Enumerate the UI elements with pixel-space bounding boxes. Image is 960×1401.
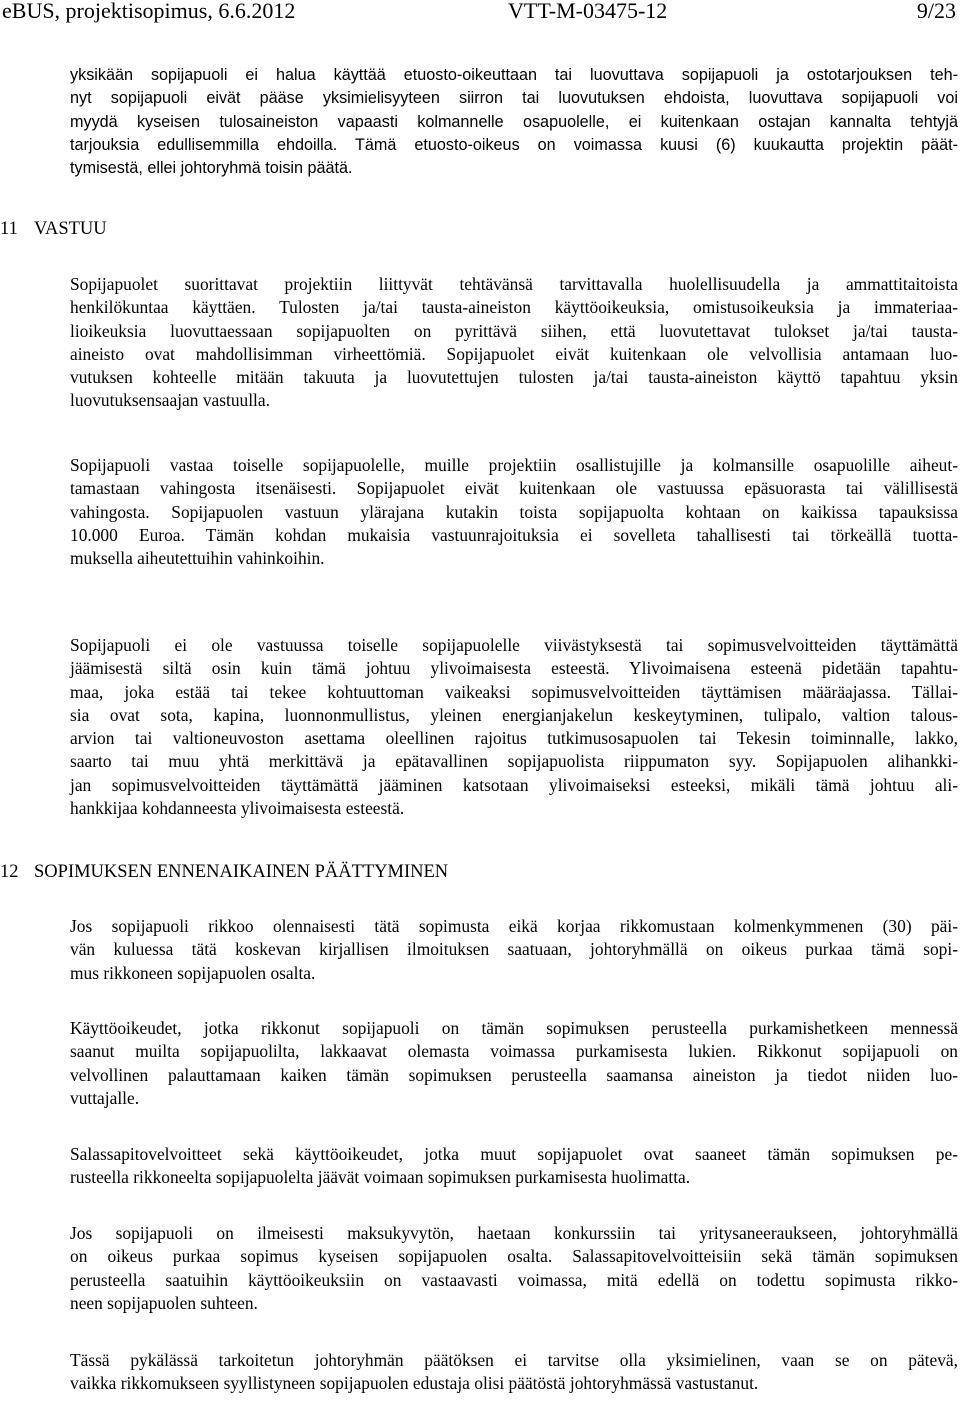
text-line: vuttajalle. — [70, 1087, 140, 1108]
text-line: myydä kyseisen tulosaineiston vapaasti kolmannelle osapuolelle, ei kuitenkaan ostajan kannalta tehtyjä — [70, 112, 958, 131]
text-line: henkilökuntaa käyttäen. Tulosten ja/tai tausta-aineiston käyttöoikeuksia, omistusoikeuksia ja immateriaa- — [70, 297, 958, 318]
section-number: 11 — [0, 219, 18, 239]
text-line: rusteella rikkoneelta sopijapuolelta jäävät voimaan sopimuksen purkamisesta huolimatta. — [70, 1167, 691, 1188]
text-line: Käyttöoikeudet, jotka rikkonut sopijapuoli on tämän sopimuksen perusteella purkamishetkeen mennessä — [70, 1018, 958, 1038]
paragraph-paattyminen-1 — [70, 915, 958, 985]
header-document-code: VTT-M-03475-12 — [508, 0, 668, 23]
text-line: nyt sopijapuoli eivät pääse yksimielisyyteen siirron tai luovutuksen ehdoista, luovuttava sopijapuoli voi — [70, 89, 958, 108]
text-line: aineisto ovat mahdollisimman virheettömiä. Sopijapuolet eivät kuitenkaan ole velvollisia antamaan luo- — [70, 343, 958, 364]
text-line: saanut muilta sopijapuolilta, lakkaavat olemasta voimassa purkamisesta lukien. Rikkonut sopijapuoli on — [70, 1041, 958, 1062]
text-line: jan sopimusvelvoitteiden täyttämättä jääminen katsotaan ylivoimaiseksi esteeksi, mikäli tämä johtuu ali- — [70, 774, 958, 795]
text-line: Sopijapuoli ei ole vastuussa toiselle sopijapuolelle viivästyksestä tai sopimusvelvoitteiden täyttämättä — [70, 635, 958, 655]
text-line: 10.000 Euroa. Tämän kohdan mukaisia vastuunrajoituksia ei sovelleta tahallisesti tai törkeällä tuotta- — [70, 524, 958, 545]
text-line: Sopijapuolet suorittavat projektiin liittyvät tehtävänsä tarvittavalla huolellisuudella ja ammattitaitoista — [70, 274, 958, 294]
text-line: muksella aiheutettuihin vahinkoihin. — [70, 548, 325, 569]
text-line: tarjouksia edullisemmilla ehdoilla. Tämä etuosto-oikeus on voimassa kuusi (6) kuukautta projektin päät- — [70, 135, 958, 154]
text-line: vutuksen kohteelle mitään takuuta ja luovutettujen tulosten ja/tai tausta-aineiston käyttö tapahtuu yksin — [70, 367, 958, 388]
text-line: yksikään sopijapuoli ei halua käyttää etuosto-oikeuttaan tai luovuttava sopijapuoli ja ostotarjouksen teh- — [70, 66, 958, 84]
header-document-title: eBUS, projektisopimus, 6.6.2012 — [2, 0, 296, 23]
paragraph-etuosto-continuation — [70, 64, 958, 180]
text-line: jäämisestä siltä osin kuin tämä johtuu ylivoimaisesta esteestä. Ylivoimaisena esteenä pidetään tapahtu- — [70, 658, 958, 679]
text-line: vaikka rikkomukseen syyllistyneen sopijapuolen edustaja olisi päätöstä johtoryhmässä vastustanut. — [70, 1373, 759, 1394]
text-line: neen sopijapuolen suhteen. — [70, 1292, 258, 1313]
paragraph-paattyminen-4 — [70, 1222, 958, 1315]
text-line: Jos sopijapuoli on ilmeisesti maksukyvytön, haetaan konkurssiin tai yritysaneeraukseen, johtoryhmällä — [70, 1223, 958, 1243]
paragraph-vastuu-1 — [70, 273, 958, 413]
header-page-number: 9/23 — [916, 0, 956, 23]
text-line: hankkijaa kohdanneesta ylivoimaisesta esteestä. — [70, 798, 405, 819]
page-header — [0, 0, 960, 22]
paragraph-paattyminen-5 — [70, 1349, 958, 1396]
text-line: vahingosta. Sopijapuolen vastuun ylärajana kutakin toista sopijapuolta kohtaan on kaikissa tapauksissa — [70, 501, 958, 522]
text-line: sia ovat sota, kapina, luonnonmullistus, yleinen energianjakelun keskeytyminen, tulipalo, valtion talous- — [70, 704, 958, 725]
text-line: vän kuluessa tätä koskevan kirjallisen ilmoituksen saatuaan, johtoryhmällä on oikeus purkaa tämä sopi- — [70, 939, 958, 960]
text-line: on oikeus purkaa sopimus kyseisen sopijapuolen osalta. Salassapitovelvoitteisiin sekä tämän sopimuksen — [70, 1246, 958, 1267]
text-line: lioikeuksia luovuttaessaan sopijapuolten on pyrittävä siihen, että luovutettavat tulokset ja/tai tausta- — [70, 320, 958, 341]
paragraph-paattyminen-2 — [70, 1017, 958, 1110]
text-line: luovutuksensaajan vastuulla. — [70, 390, 270, 411]
text-line: velvollinen palauttamaan kaiken tämän sopimuksen perusteella saamansa aineiston ja tiedot niiden luo- — [70, 1064, 958, 1085]
text-line: Jos sopijapuoli rikkoo olennaisesti tätä sopimusta eikä korjaa rikkomustaan kolmenkymmenen (30) päi- — [70, 916, 958, 936]
paragraph-ylivoimainen-este — [70, 634, 958, 820]
section-title: VASTUU — [34, 219, 107, 239]
paragraph-paattyminen-3 — [70, 1143, 958, 1190]
text-line: perusteella saatuihin käyttöoikeuksiin on vastaavasti voimassa, mitä edellä on todettu sopimusta rikko- — [70, 1269, 958, 1290]
text-line: mus rikkoneen sopijapuolen osalta. — [70, 962, 316, 983]
section-title: SOPIMUKSEN ENNENAIKAINEN PÄÄTTYMINEN — [34, 862, 449, 882]
text-line: Sopijapuoli vastaa toiselle sopijapuolelle, muille projektiin osallistujille ja kolmansille osapuolille aiheut- — [70, 455, 958, 475]
text-line: arvion tai valtioneuvoston asettama oleellinen rajoitus tutkimusosapuolen tai Tekesin toiminnalle, lakko, — [70, 728, 958, 749]
section-number: 12 — [0, 862, 19, 882]
text-line: Tässä pykälässä tarkoitetun johtoryhmän päätöksen ei tarvitse olla yksimielinen, vaan se on pätevä, — [70, 1350, 958, 1370]
text-line: maa, joka estää tai tekee kohtuuttoman vaikeaksi sopimusvelvoitteiden täyttämisen määräajassa. Tällai- — [70, 681, 958, 702]
text-line: Salassapitovelvoitteet sekä käyttöoikeudet, jotka muut sopijapuolet ovat saaneet tämän sopimuksen pe- — [70, 1144, 958, 1164]
text-line: tymisestä, ellei johtoryhmä toisin päätä. — [70, 159, 353, 178]
paragraph-vastuu-2 — [70, 454, 958, 570]
text-line: tamastaan vahingosta itsenäisesti. Sopijapuolet eivät kuitenkaan ole vastuussa epäsuorasta tai välillisestä — [70, 478, 958, 499]
text-line: saarto tai muu yhtä merkittävä ja epätavallinen sopijapuolista riippumaton syy. Sopijapuolen alihankki- — [70, 751, 958, 772]
